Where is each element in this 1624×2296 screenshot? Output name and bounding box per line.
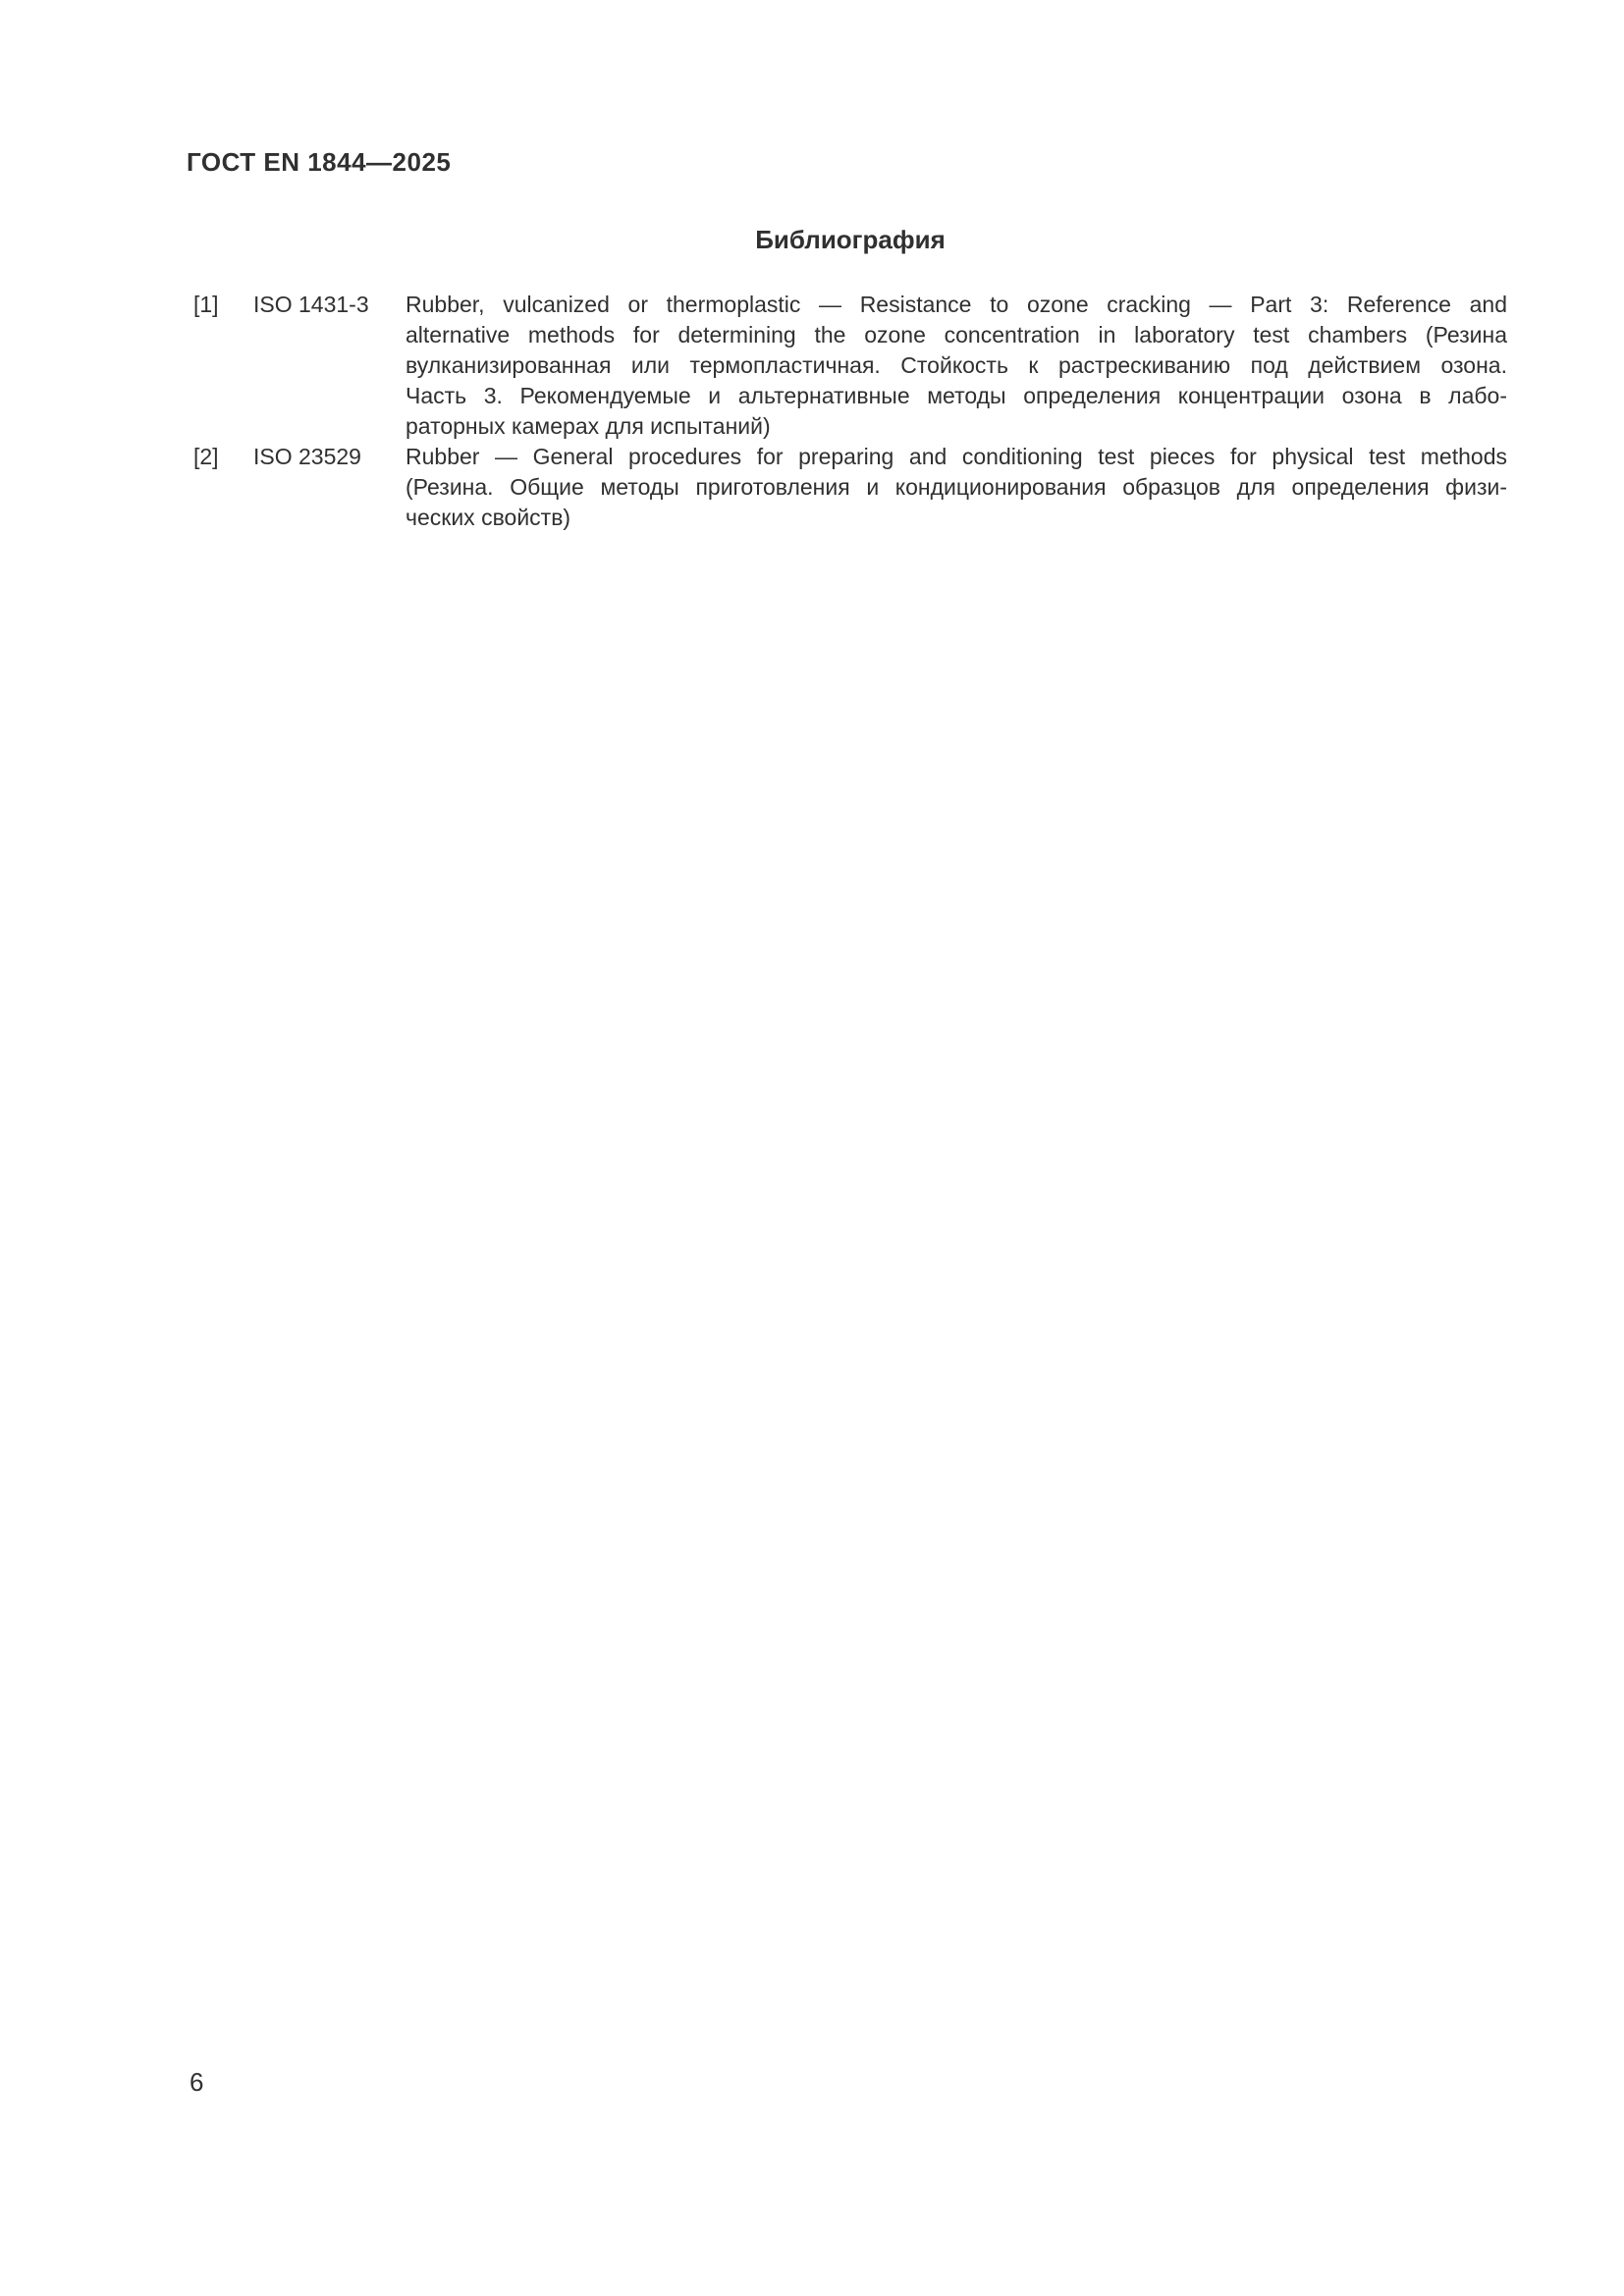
entry-standard-designation: ISO 23529 xyxy=(253,444,361,469)
entry-text-line: Часть 3. Рекомендуемые и альтернативные методы определения концентрации озона в лабо- xyxy=(406,383,1507,408)
entry-text-line: вулканизированная или термопластичная. Стойкость к растрескиванию под действием озона. xyxy=(406,352,1507,378)
entry-text-line: ческих свойств) xyxy=(406,505,571,530)
entry-text-line: (Резина. Общие методы приготовления и кондиционирования образцов для определения физи- xyxy=(406,474,1507,500)
entry-description xyxy=(406,442,1507,533)
entry-text-line: Rubber — General procedures for preparing and conditioning test pieces for physical test methods xyxy=(406,444,1507,469)
page-number: 6 xyxy=(189,2067,204,2097)
entry-text-line: раторных камерах для испытаний) xyxy=(406,413,771,439)
entry-ref-number: [1] xyxy=(193,292,219,317)
bibliography-entry-2 xyxy=(193,442,1507,533)
entry-standard-designation: ISO 1431-3 xyxy=(253,292,369,317)
entry-ref-number: [2] xyxy=(193,444,219,469)
bibliography-list xyxy=(193,290,1507,533)
bibliography-entry-1 xyxy=(193,290,1507,442)
bibliography-title: Библиография xyxy=(755,225,946,254)
document-code-header: ГОСТ EN 1844—2025 xyxy=(187,147,452,177)
entry-description xyxy=(406,290,1507,442)
entry-text-line: Rubber, vulcanized or thermoplastic — Resistance to ozone cracking — Part 3: Reference and xyxy=(406,292,1507,317)
entry-text-line: alternative methods for determining the ozone concentration in laboratory test chambers (Резина xyxy=(406,322,1507,347)
